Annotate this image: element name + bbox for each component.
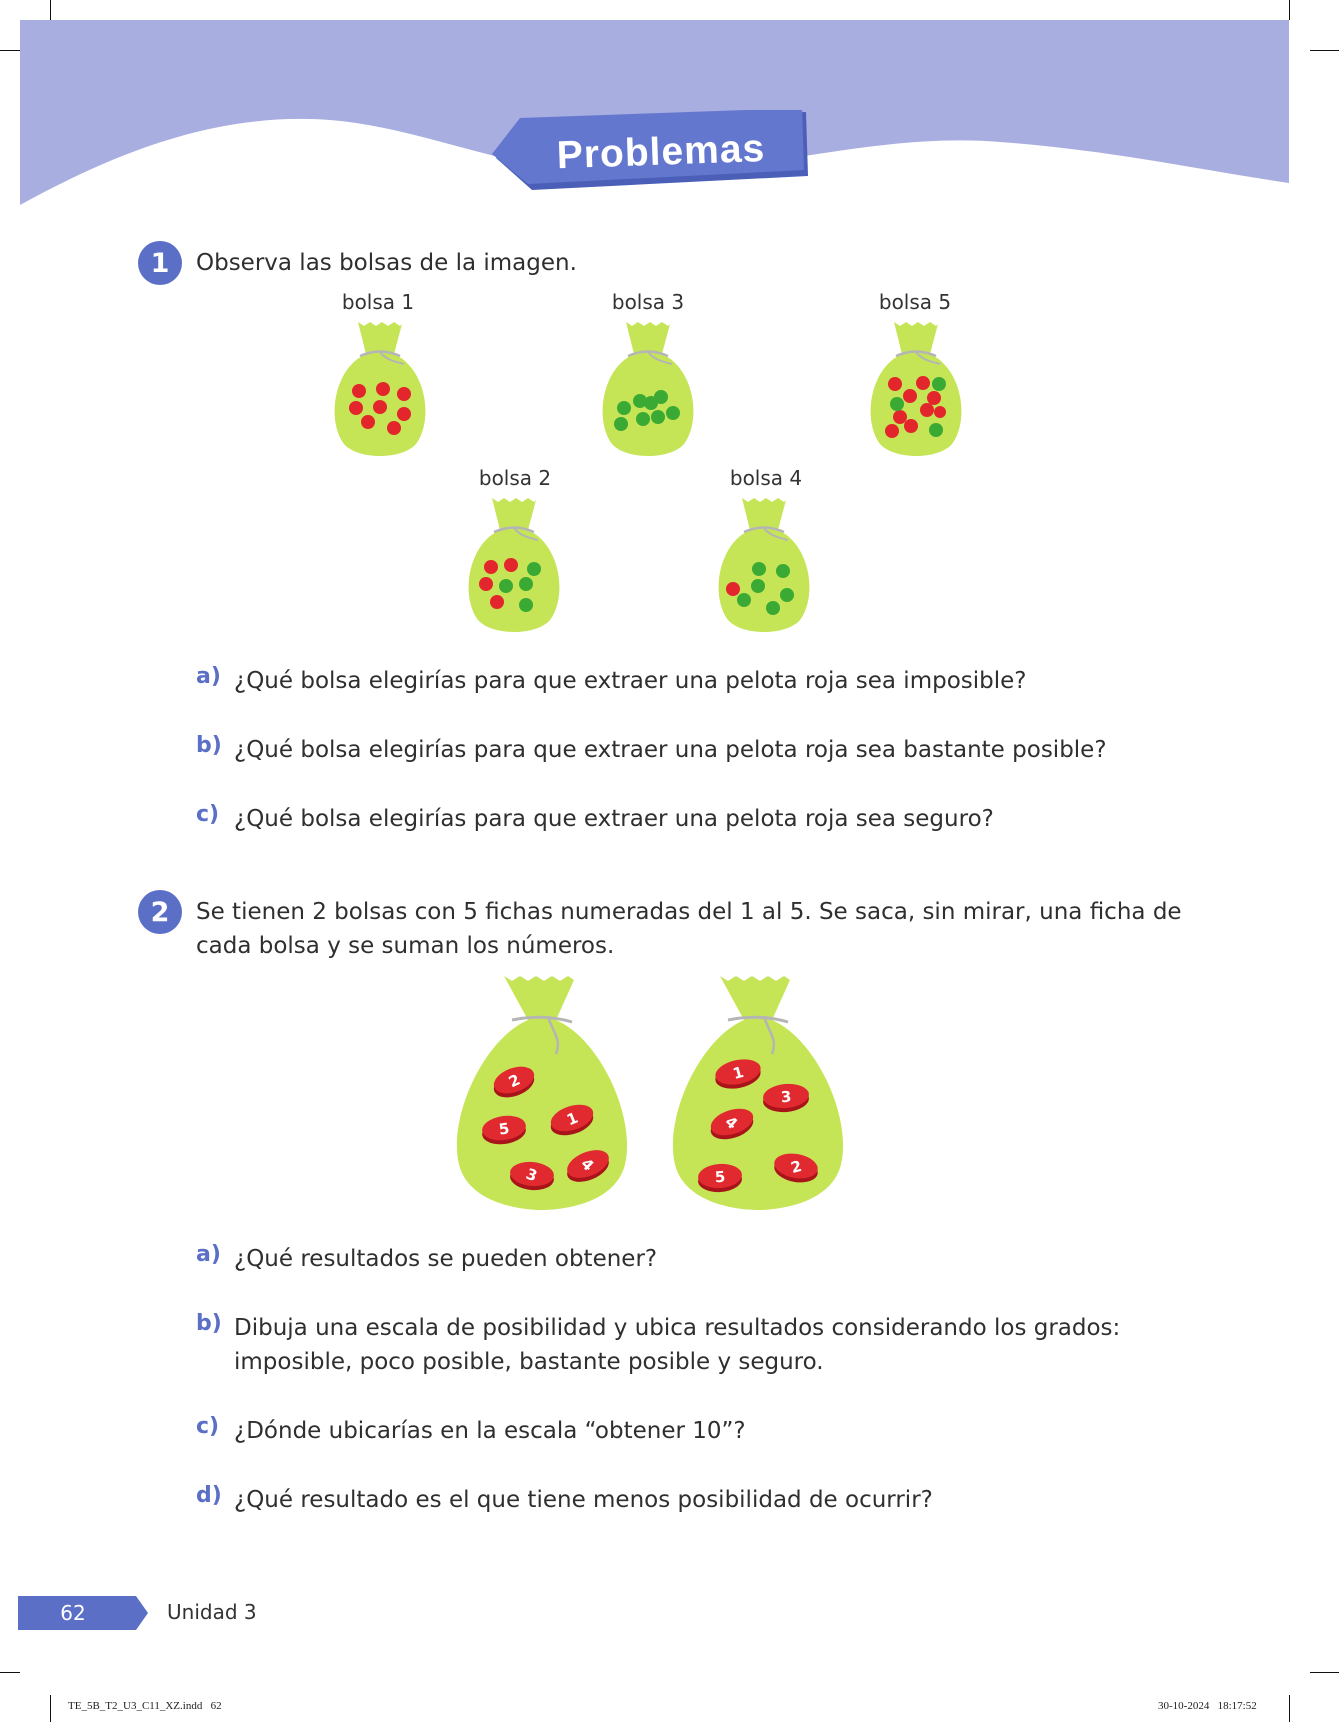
- page-title: Problemas: [556, 126, 766, 178]
- chip-bag-left-illustration: [452, 972, 632, 1212]
- problem-number-badge: 2: [138, 890, 182, 934]
- question-row: [196, 1311, 1120, 1379]
- crop-mark: [1289, 1695, 1290, 1722]
- page-number-tab: [18, 1596, 148, 1630]
- chip-number: 1: [730, 1062, 746, 1084]
- question-letter: c): [196, 1414, 220, 1439]
- bag-3-illustration: [598, 320, 698, 460]
- problem-number-badge: 1: [138, 241, 182, 285]
- chip-number: 4: [721, 1112, 742, 1134]
- question-text: ¿Qué bolsa elegirías para que extraer una pelota roja sea seguro?: [234, 806, 994, 832]
- bag-4-illustration: [714, 496, 814, 636]
- section-title-tag: [490, 110, 810, 196]
- question-text: ¿Qué bolsa elegirías para que extraer una pelota roja sea imposible?: [234, 668, 1027, 694]
- chip-number: 1: [564, 1108, 581, 1130]
- question-row: [196, 1483, 933, 1517]
- crop-mark: [50, 1695, 51, 1722]
- bag-2-illustration: [464, 496, 564, 636]
- question-text: ¿Qué bolsa elegirías para que extraer una pelota roja sea bastante posible?: [234, 737, 1107, 763]
- crop-mark: [0, 1672, 20, 1673]
- question-row: [196, 1242, 657, 1276]
- problem-prompt-line: Se tienen 2 bolsas con 5 fichas numeradas del 1 al 5. Se saca, sin mirar, una ficha de: [196, 899, 1182, 925]
- chip-number: 5: [497, 1119, 511, 1139]
- question-text: Dibuja una escala de posibilidad y ubica resultados considerando los grados:: [234, 1315, 1121, 1341]
- bag-label: bolsa 4: [729, 466, 803, 490]
- question-row: [196, 802, 994, 836]
- print-file-name: TE_5B_T2_U3_C11_XZ.indd 62: [68, 1700, 222, 1712]
- question-letter: b): [196, 1311, 222, 1336]
- question-text: imposible, poco posible, bastante posible y seguro.: [234, 1349, 824, 1375]
- page-number: 62: [60, 1601, 86, 1625]
- chip-number: 2: [505, 1070, 523, 1092]
- chip-number: 5: [714, 1167, 726, 1187]
- question-letter: a): [196, 1242, 221, 1267]
- question-text-block: [234, 1311, 1120, 1379]
- chip-number: 2: [788, 1156, 804, 1178]
- question-letter: b): [196, 733, 222, 758]
- problem-prompt: Observa las bolsas de la imagen.: [196, 250, 577, 276]
- crop-mark: [1310, 1672, 1339, 1673]
- question-text: ¿Qué resultados se pueden obtener?: [234, 1246, 658, 1272]
- chip-bag-right-illustration: [668, 972, 848, 1212]
- question-letter: a): [196, 664, 221, 689]
- chip-number: 3: [523, 1164, 540, 1186]
- question-row: [196, 733, 1107, 767]
- bag-label: bolsa 5: [878, 290, 952, 314]
- bag-label: bolsa 3: [611, 290, 685, 314]
- question-letter: d): [196, 1483, 222, 1508]
- bag-5-illustration: [866, 320, 966, 460]
- question-row: [196, 1414, 746, 1448]
- chip-number: 3: [780, 1087, 793, 1107]
- print-timestamp: 30-10-2024 18:17:52: [1158, 1700, 1257, 1712]
- question-letter: c): [196, 802, 220, 827]
- bag-label: bolsa 1: [341, 290, 415, 314]
- chip-number: 4: [577, 1154, 598, 1175]
- question-text: ¿Qué resultado es el que tiene menos posibilidad de ocurrir?: [234, 1487, 933, 1513]
- bag-label: bolsa 2: [478, 466, 552, 490]
- question-row: [196, 664, 1027, 698]
- problem-prompt-line: cada bolsa y se suman los números.: [196, 933, 615, 959]
- bag-1-illustration: [330, 320, 430, 460]
- question-text: ¿Dónde ubicarías en la escala “obtener 10”?: [234, 1418, 746, 1444]
- unit-label: Unidad 3: [167, 1600, 257, 1624]
